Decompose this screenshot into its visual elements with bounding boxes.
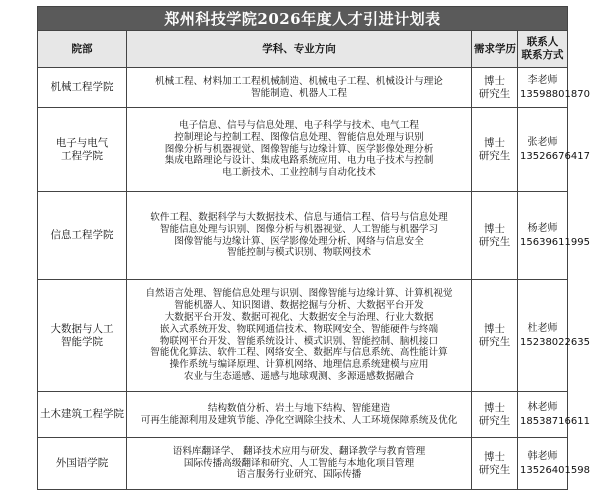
table-row-information [38,192,568,280]
contact-cell [518,108,590,192]
contact-line: 杨老师 [527,222,558,234]
fields-line: 可再生能源利用及建筑节能、净化空调除尘技术、人工环境保障系统及优化 [140,414,458,426]
degree-line: 博士 [484,74,505,87]
fields-cell [127,280,472,392]
degree-cell [472,108,518,192]
degree-line: 研究生 [478,414,511,427]
degree-cell [472,280,518,392]
fields-line: 语料库翻译学、 翻译技术应用与研发、翻译教学与教育管理 [172,445,426,457]
fields-line: 大数据平台开发、数据可视化、大数据安全与治理、行业大数据 [164,311,434,323]
table-body [38,68,590,490]
fields-cell [127,192,472,280]
degree-line: 博士 [484,401,505,414]
fields-line: 操作系统与编译原理、计算机网络、地理信息系统建模与应用 [169,359,429,371]
contact-cell [518,192,590,280]
fields-cell [127,108,472,192]
table-row-electronic [38,108,568,192]
degree-line: 研究生 [478,149,511,162]
fields-line: 智能机器人、知识图谱、数据挖掘与分析、大数据平台开发 [174,300,424,312]
college-line: 智能学院 [61,335,103,348]
degree-line: 研究生 [478,87,511,100]
fields-line: 集成电路理论与设计、集成电路系统应用、电力电子技术与控制 [164,155,434,167]
fields-line: 控制理论与控制工程、图像信息处理、智能信息处理与识别 [174,131,424,143]
table-row-mechanical [38,68,568,108]
contact-line: 林老师 [527,401,558,413]
college-line: 土木建筑工程学院 [40,408,124,420]
header-fields: 学科、专业方向 [127,31,472,68]
fields-line: 智能优化算法、软件工程、网络安全、数据库与信息系统、高性能计算 [150,347,448,359]
degree-line: 博士 [484,222,505,235]
fields-line: 机械工程、材料加工工程机械制造、机械电子工程、机械设计与理论 [155,75,443,87]
college-line: 信息工程学院 [50,229,114,241]
contact-line: 15238022635 [520,336,590,348]
fields-cell [127,68,472,108]
fields-line: 电子信息、信号与信息处理、电子科学与技术、电气工程 [179,120,419,131]
fields-line: 电工新技术、工业控制与自动化技术 [222,167,376,179]
recruitment-table [37,6,590,490]
fields-line: 嵌入式系统开发、物联网通信技术、物联网安全、智能硬件与终端 [159,323,439,335]
degree-line: 研究生 [478,235,511,248]
college-cell [38,192,127,280]
degree-line: 研究生 [478,335,511,348]
table-row-bigdata [38,280,568,392]
fields-line: 智能控制与模式识别、物联网技术 [227,247,371,259]
degree-line: 博士 [484,136,505,149]
degree-line: 博士 [484,322,505,335]
header-degree [472,31,518,68]
contact-line: 杜老师 [527,322,558,334]
fields-line: 智能制造、机器人工程 [251,87,347,99]
fields-line: 图像分析与机器视觉、图像智能与边缘计算、医学影像处理分析 [164,143,434,155]
contact-cell [518,280,590,392]
college-cell [38,68,127,108]
contact-line: 13526401598 [520,464,590,476]
contact-line: 15639611995 [520,236,590,248]
contact-line: 李老师 [527,74,558,86]
header-contact-method: 联系方式 [521,49,564,61]
degree-line: 研究生 [478,463,511,476]
contact-line: 13526676417 [520,150,590,162]
fields-line: 国际传播高级翻译和研究、人工智能与本地化项目管理 [183,457,415,469]
college-line: 外国语学院 [55,457,109,469]
header-contact [518,31,568,68]
degree-line: 博士 [484,450,505,463]
college-line: 电子与电气 [55,136,109,149]
contact-cell [518,68,590,108]
college-line: 工程学院 [61,149,103,162]
contact-line: 韩老师 [527,450,558,462]
table-row-civil [38,392,568,438]
fields-line: 软件工程、数据科学与大数据技术、信息与通信工程、信号与信息处理 [150,211,448,223]
contact-line: 18538716611 [520,415,590,427]
contact-line: 13598801870 [520,88,590,100]
college-cell [38,108,127,192]
college-cell [38,280,127,392]
header-college: 院部 [38,31,127,68]
degree-cell [472,192,518,280]
fields-line: 结构数值分析、岩土与地下结构、智能建造 [207,402,391,414]
contact-cell [518,392,590,438]
fields-line: 物联网平台开发、智能系统设计、模式识别、智能控制、脑机接口 [159,335,439,347]
header-contact-person: 联系人 [526,36,559,48]
college-cell [38,392,127,438]
fields-cell [127,392,472,438]
fields-line: 图像智能与边缘计算、医学影像处理分析、网络与信息安全 [174,235,424,247]
degree-cell [472,68,518,108]
degree-cell [472,392,518,438]
header-degree-text: 需求学历 [474,42,516,55]
contact-line: 张老师 [527,136,558,148]
college-line: 机械工程学院 [50,81,114,93]
college-line: 大数据与人工 [50,322,114,335]
table-title: 郑州科技学院2026年度人才引进计划表 [38,7,568,31]
fields-line: 语言服务行业研究、国际传播 [236,469,362,481]
fields-line: 自然语言处理、智能信息处理与识别、图像智能与边缘计算、计算机视觉 [145,288,453,300]
fields-line: 农业与生态遥感、遥感与地球观测、多源遥感数据融合 [183,370,415,382]
fields-line: 智能信息处理与识别、图像分析与机器视觉、人工智能与机器学习 [159,223,439,235]
